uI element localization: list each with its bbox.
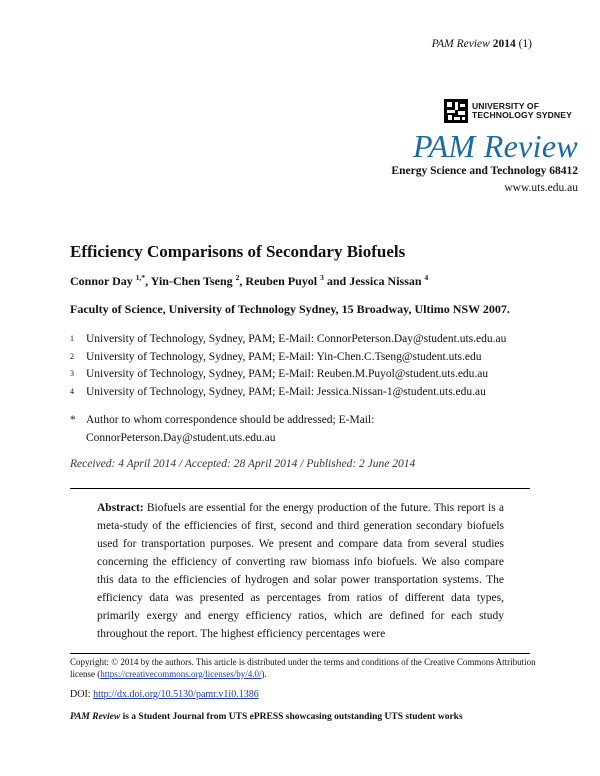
author-sup: 1,* [135, 273, 146, 282]
divider [70, 653, 530, 654]
abstract-text: Biofuels are essential for the energy production of the future. This report is a meta-study of the efficiencies of first, second and third generation secondary biofuels used for transportation purposes. We present and compare data from several studies concerning the efficiency of converting raw biomass info biofuels. We also compare this data to the efficiencies of hydrogen and solar power transportation systems. The efficiency data was presented as percentages from ratios of different data types, primarily exergy and energy efficiency ratios, which are defined for each study throughout the report. The highest efficiency percentages were [97, 502, 505, 640]
license-link[interactable]: https://creativecommons.org/licenses/by/4.0/ [100, 668, 262, 679]
journal-reference [432, 38, 532, 50]
paper-title: Efficiency Comparisons of Secondary Biofuels [70, 242, 406, 261]
author-name: Connor Day [70, 274, 133, 288]
divider [70, 488, 530, 489]
journal-year: 2014 [492, 38, 516, 50]
author-name: Yin-Chen Tseng [150, 274, 233, 288]
masthead-subtitle: Energy Science and Technology 68412 [391, 165, 578, 177]
correspondence-note: * Author to whom correspondence should be addressed; E-Mail: ConnorPeterson.Day@student.uts.edu.au [70, 412, 550, 447]
author-sup: 2 [235, 273, 240, 282]
abstract-label: Abstract: [97, 502, 144, 514]
affiliation-row: 4 University of Technology, Sydney, PAM; E-Mail: Jessica.Nissan-1@student.uts.edu.au [70, 385, 486, 398]
journal-name: PAM Review [431, 38, 490, 50]
uts-logo-text: UNIVERSITY OF TECHNOLOGY SYDNEY [472, 100, 572, 120]
author-sup: 3 [320, 273, 324, 282]
masthead-url[interactable]: www.uts.edu.au [504, 182, 578, 194]
affiliation-row: 1 University of Technology, Sydney, PAM; E-Mail: ConnorPeterson.Day@student.uts.edu.au [70, 333, 507, 345]
abstract [97, 499, 504, 643]
doi-label: DOI: [70, 689, 94, 700]
uts-logo [444, 98, 574, 124]
affiliation-row: 2 University of Technology, Sydney, PAM; E-Mail: Yin-Chen.C.Tseng@student.uts.edu [70, 350, 482, 363]
affiliation-list [70, 333, 550, 403]
affiliation-row: 3 University of Technology, Sydney, PAM; E-Mail: Reuben.M.Puyol@student.uts.edu.au [70, 368, 489, 380]
author-name: Jessica Nissan [349, 274, 422, 288]
copyright-notice: Copyright: © 2014 by the authors. This article is distributed under the terms and conditions of the Creative Commons Attribution license (https://creativecommons.org/licenses/by/4.0/). [70, 657, 536, 679]
correspondence-star: * [70, 414, 76, 426]
doi [70, 689, 259, 700]
faculty-affiliation: Faculty of Science, University of Technology Sydney, 15 Broadway, Ultimo NSW 2007. [70, 302, 510, 316]
journal-issue: (1) [518, 38, 532, 50]
uts-logo-icon [444, 99, 468, 123]
publication-dates: Received: 4 April 2014 / Accepted: 28 April 2014 / Published: 2 June 2014 [70, 458, 416, 470]
author-list: Connor Day $^{1,*}$, Yin-Chen Tseng $^2$, Reuben Puyol $^3$ and Jessica Nissan $^4$ [70, 273, 429, 288]
masthead-title: PAM Review [412, 128, 578, 164]
author-sup: 4 [424, 273, 429, 282]
correspondence-email: ConnorPeterson.Day@student.uts.edu.au [86, 431, 276, 444]
doi-link[interactable]: http://dx.doi.org/10.5130/pamr.v1i0.1386 [93, 689, 259, 700]
author-name: Reuben Puyol [245, 274, 318, 288]
journal-footer-note: PAM Review is a Student Journal from UTS ePRESS showcasing outstanding UTS student works [70, 712, 463, 722]
